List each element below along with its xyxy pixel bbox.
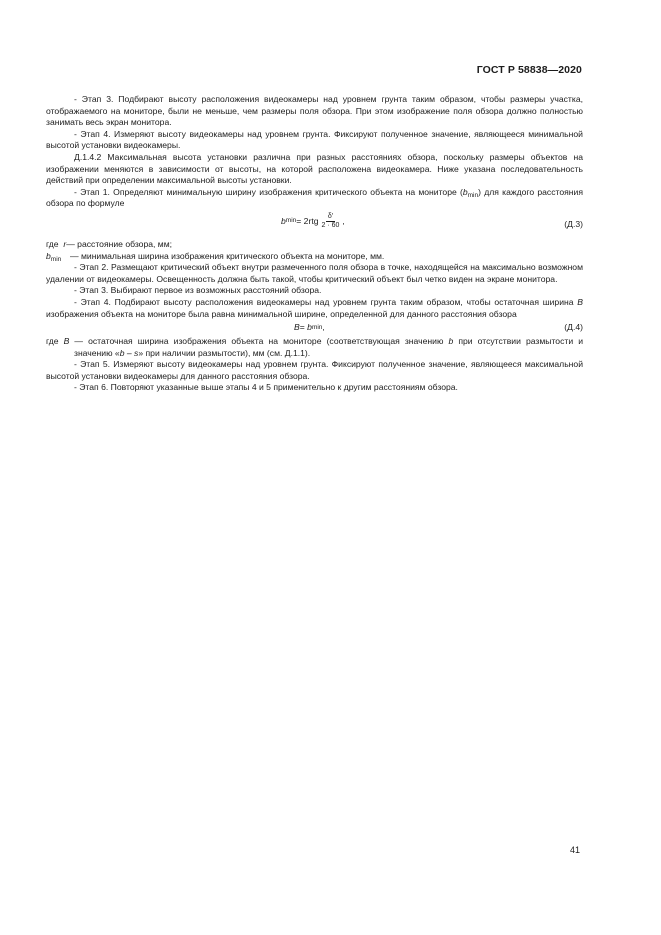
- where-B: где B — остаточная ширина изображения объекта на мониторе (соответствующая значению b при отсутствии размытости и значению «b – s» при наличии размытости), мм (см. Д.1.1).: [46, 336, 583, 358]
- formula-d3-fraction: $\frac{\delta'}{2 \cdot 60}$: [321, 212, 340, 229]
- where-r: где r — расстояние обзора, мм;: [46, 238, 172, 249]
- page-content: [46, 94, 583, 394]
- paragraph-stage6: - Этап 6. Повторяют указанные выше этапы 4 и 5 применительно к другим расстояниям обзора.: [74, 382, 458, 393]
- formula-d4-number: (Д.4): [564, 322, 583, 333]
- formula-d3-body: b min = 2rtg $\frac{\delta'}{2 \cdot 60}$ ,: [281, 212, 345, 229]
- paragraph-stage3b: - Этап 3. Выбирают первое из возможных расстояний обзора.: [74, 285, 322, 296]
- formula-d4-body: B = b min ,: [294, 322, 325, 333]
- paragraph-stage2: - Этап 2. Размещают критический объект внутри размеченного поля обзора в точке, находящейся на максимально возможном удалении от видеокамеры. Освещенность должна быть такой, чтобы критический объект был четко виден на экране монитора.: [46, 262, 583, 284]
- page-number: 41: [569, 845, 580, 855]
- paragraph-stage1: - Этап 1. Определяют минимальную ширину изображения критического объекта на мониторе $(b_{min})$ для каждого расстояния обзора по формуле: [46, 186, 583, 209]
- where-bmin: $b_{min}$ — минимальная ширина изображения критического объекта на мониторе, мм.: [46, 250, 385, 263]
- paragraph-stage4: - Этап 4. Измеряют высоту видеокамеры над уровнем грунта. Фиксируют полученное значение, являющееся минимальной высотой установки видеокамеры.: [46, 128, 583, 151]
- paragraph-stage5: - Этап 5. Измеряют высоту видеокамеры над уровнем грунта. Фиксируют полученное значение, являющееся максимальной высотой установки видеокамеры для данного расстояния обзора.: [46, 359, 583, 381]
- formula-d4: [46, 321, 583, 335]
- paragraph-d142: Д.1.4.2 Максимальная высота установки различна при разных расстояниях обзора, поскольку размеры объектов на изображении меняются в зависимости от высоты, на которой расположена видеокамера. Ниже указана последовательность действий при определении максимальной высоты установки.: [46, 151, 583, 186]
- paragraph-stage3: - Этап 3. Подбирают высоту расположения видеокамеры над уровнем грунта таким образом, чтобы размеры участка, отображаемого на мониторе, были не меньше, чем размеры поля обзора. При этом изображение поля обзора должно полностью занимать весь экран монитора.: [46, 94, 583, 128]
- document-standard-code: ГОСТ Р 58838—2020: [476, 64, 582, 76]
- formula-d3-number: (Д.3): [564, 218, 583, 229]
- paragraph-stage4b: - Этап 4. Подбирают высоту расположения видеокамеры над уровнем грунта таким образом, чтобы остаточная ширина B изображения объекта на мониторе была равна минимальной ширине, определенной для данного расстояния обзора: [46, 296, 583, 319]
- formula-d3: [46, 211, 583, 237]
